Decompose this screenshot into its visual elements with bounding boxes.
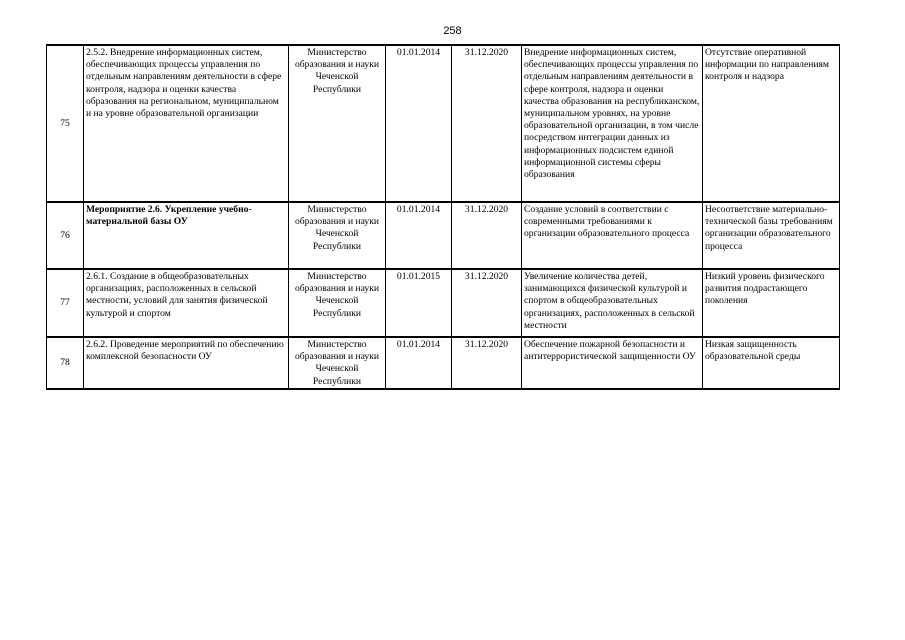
executor: Министерство образования и науки Чеченской Республики — [289, 45, 386, 202]
row-number: 77 — [47, 269, 84, 337]
expected-result: Внедрение информационных систем, обеспечивающих процессы управления по отдельным направлениям деятельности в сфере контроля, надзора и оценки качества образования на республиканском, муниципальном уровнях, на уровне образовательной организации, в том числе посредством интеграции данных из информационных подсистем единой информационной системы сферы образования — [522, 45, 703, 202]
activity-name: 2.6.1. Создание в общеобразовательных организациях, расположенных в сельской местности, условий для занятия физической культурой и спортом — [84, 269, 289, 337]
end-date: 31.12.2020 — [452, 202, 522, 269]
expected-result: Обеспечение пожарной безопасности и антитеррористической защищенности ОУ — [522, 337, 703, 389]
table-row — [47, 45, 840, 202]
activities-table — [46, 44, 840, 390]
activity-name: 2.6.2. Проведение мероприятий по обеспечению комплексной безопасности ОУ — [84, 337, 289, 389]
table-row — [47, 269, 840, 337]
row-number: 76 — [47, 202, 84, 269]
table-row — [47, 337, 840, 389]
activity-name: 2.5.2. Внедрение информационных систем, обеспечивающих процессы управления по отдельным направлениям деятельности в сфере контроля, надзора и оценки качества образования на региональном, муниципальном и на уровне образовательной организации — [84, 45, 289, 202]
end-date: 31.12.2020 — [452, 269, 522, 337]
start-date: 01.01.2014 — [386, 337, 452, 389]
activity-name: Мероприятие 2.6. Укрепление учебно-материальной базы ОУ — [84, 202, 289, 269]
executor: Министерство образования и науки Чеченской Республики — [289, 202, 386, 269]
row-number: 75 — [47, 45, 84, 202]
executor: Министерство образования и науки Чеченской Республики — [289, 269, 386, 337]
start-date: 01.01.2015 — [386, 269, 452, 337]
consequence: Низкий уровень физического развития подрастающего поколения — [703, 269, 840, 337]
expected-result: Увеличение количества детей, занимающихся физической культурой и спортом в общеобразовательных организациях, расположенных в сельской местности — [522, 269, 703, 337]
expected-result: Создание условий в соответствии с современными требованиями к организации образовательного процесса — [522, 202, 703, 269]
consequence: Низкая защищенность образовательной среды — [703, 337, 840, 389]
start-date: 01.01.2014 — [386, 45, 452, 202]
consequence: Отсутствие оперативной информации по направлениям контроля и надзора — [703, 45, 840, 202]
page-number: 258 — [443, 25, 462, 37]
table-row — [47, 202, 840, 269]
row-number: 78 — [47, 337, 84, 389]
end-date: 31.12.2020 — [452, 337, 522, 389]
start-date: 01.01.2014 — [386, 202, 452, 269]
end-date: 31.12.2020 — [452, 45, 522, 202]
executor: Министерство образования и науки Чеченской Республики — [289, 337, 386, 389]
consequence: Несоответствие материально-технической базы требованиям организации образовательного процесса — [703, 202, 840, 269]
